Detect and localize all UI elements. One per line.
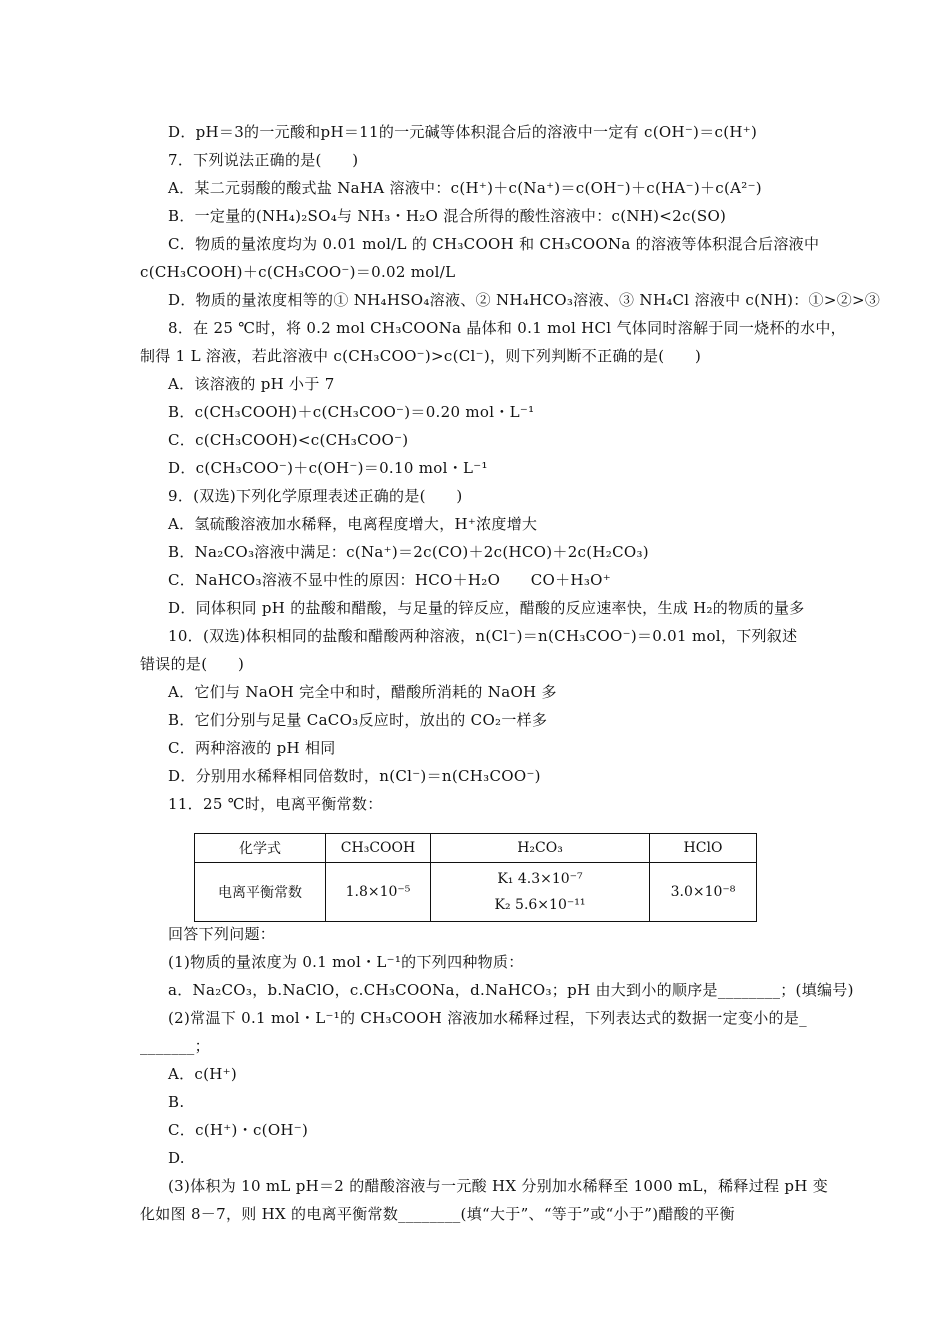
q8-stem: 8．在 25 ℃时，将 0.2 mol CH₃COONa 晶体和 0.1 mol HCl 气体同时溶解于同一烧杯的水中， [168,319,846,337]
q9-option-d: D．同体积同 pH 的盐酸和醋酸，与足量的锌反应，醋酸的反应速率快，生成 H₂的物质的量多 [168,599,805,617]
q9-option-a: A．氢硫酸溶液加水稀释，电离程度增大，H⁺浓度增大 [168,515,538,533]
table-header-cell: CH₃COOH [326,834,431,863]
table-cell-hclo: 3.0×10⁻⁸ [650,863,757,922]
q10-option-d: D．分别用水稀释相同倍数时，n(Cl⁻)＝n(CH₃COO⁻) [168,767,541,785]
q11-part2-option-d: D. [168,1149,185,1167]
q10-stem: 10．(双选)体积相同的盐酸和醋酸两种溶液，n(Cl⁻)＝n(CH₃COO⁻)＝0.01 mol，下列叙述 [168,627,798,645]
q7-option-c: C．物质的量浓度均为 0.01 mol/L 的 CH₃COOH 和 CH₃COONa 的溶液等体积混合后溶液中 [168,235,820,253]
q11-part2-option-b: B. [168,1093,185,1111]
q9-stem: 9．(双选)下列化学原理表述正确的是( ) [168,487,463,505]
q7-stem: 7．下列说法正确的是( ) [168,151,359,169]
table-cell-ch3cooh: 1.8×10⁻⁵ [326,863,431,922]
q8-option-d: D．c(CH₃COO⁻)＋c(OH⁻)＝0.10 mol・L⁻¹ [168,459,488,477]
q11-part2: (2)常温下 0.1 mol・L⁻¹的 CH₃COOH 溶液加水稀释过程，下列表达式的数据一定变小的是_ [168,1009,807,1027]
q7-option-b: B．一定量的(NH₄)₂SO₄与 NH₃・H₂O 混合所得的酸性溶液中：c(NH)<2c(SO) [168,207,727,225]
q8-option-c: C．c(CH₃COOH)<c(CH₃COO⁻) [168,431,409,449]
q11-part3: (3)体积为 10 mL pH＝2 的醋酸溶液与一元酸 HX 分别加水稀释至 1000 mL，稀释过程 pH 变 [168,1177,829,1195]
q11-part2-blank: _______； [140,1037,210,1055]
table-row [195,863,757,922]
table-header-row [195,834,757,863]
h2co3-k2: K₂ 5.6×10⁻¹¹ [494,897,586,913]
q10-stem-cont: 错误的是( ) [140,655,245,673]
table-header-cell: 化学式 [195,834,326,863]
q11-part1: (1)物质的量浓度为 0.1 mol・L⁻¹的下列四种物质： [168,953,524,971]
q7-option-c-cont: c(CH₃COOH)＋c(CH₃COO⁻)＝0.02 mol/L [140,263,456,281]
q6-option-d: D．pH＝3的一元酸和pH＝11的一元碱等体积混合后的溶液中一定有 c(OH⁻)＝c(H⁺) [168,123,758,141]
table-header-cell: H₂CO₃ [431,834,650,863]
q9-option-b: B．Na₂CO₃溶液中满足：c(Na⁺)＝2c(CO)＋2c(HCO)＋2c(H₂CO₃) [168,543,649,561]
q11-part2-option-c: C．c(H⁺)・c(OH⁻) [168,1121,309,1139]
table-cell-h2co3 [431,863,650,922]
q8-option-a: A．该溶液的 pH 小于 7 [168,375,335,393]
q9-option-c: C．NaHCO₃溶液不显中性的原因：HCO＋H₂O CO＋H₃O⁺ [168,571,611,589]
q10-option-b: B．它们分别与足量 CaCO₃反应时，放出的 CO₂一样多 [168,711,548,729]
q8-stem-cont: 制得 1 L 溶液，若此溶液中 c(CH₃COO⁻)>c(Cl⁻)，则下列判断不正确的是( ) [140,347,702,365]
table-row-label: 电离平衡常数 [195,863,326,922]
q11-part2-option-a: A．c(H⁺) [168,1065,238,1083]
answer-heading: 回答下列问题： [168,925,276,943]
ionization-constant-table [194,833,757,922]
q11-part1-items: a．Na₂CO₃，b.NaClO，c.CH₃COONa，d.NaHCO₃；pH 由大到小的顺序是________；(填编号) [168,981,854,999]
q7-option-d: D．物质的量浓度相等的① NH₄HSO₄溶液、② NH₄HCO₃溶液、③ NH₄Cl 溶液中 c(NH)：①>②>③ [168,291,881,309]
q8-option-b: B．c(CH₃COOH)＋c(CH₃COO⁻)＝0.20 mol・L⁻¹ [168,403,535,421]
h2co3-k1: K₁ 4.3×10⁻⁷ [497,871,583,887]
q7-option-a: A．某二元弱酸的酸式盐 NaHA 溶液中：c(H⁺)＋c(Na⁺)＝c(OH⁻)＋c(HA⁻)＋c(A²⁻) [168,179,762,197]
table-header-cell: HClO [650,834,757,863]
q11-stem: 11．25 ℃时，电离平衡常数： [168,795,383,813]
q11-part3-cont: 化如图 8－7，则 HX 的电离平衡常数________(填“大于”、“等于”或“小于”)醋酸的平衡 [140,1205,735,1223]
q10-option-c: C．两种溶液的 pH 相同 [168,739,336,757]
q10-option-a: A．它们与 NaOH 完全中和时，醋酸所消耗的 NaOH 多 [168,683,557,701]
